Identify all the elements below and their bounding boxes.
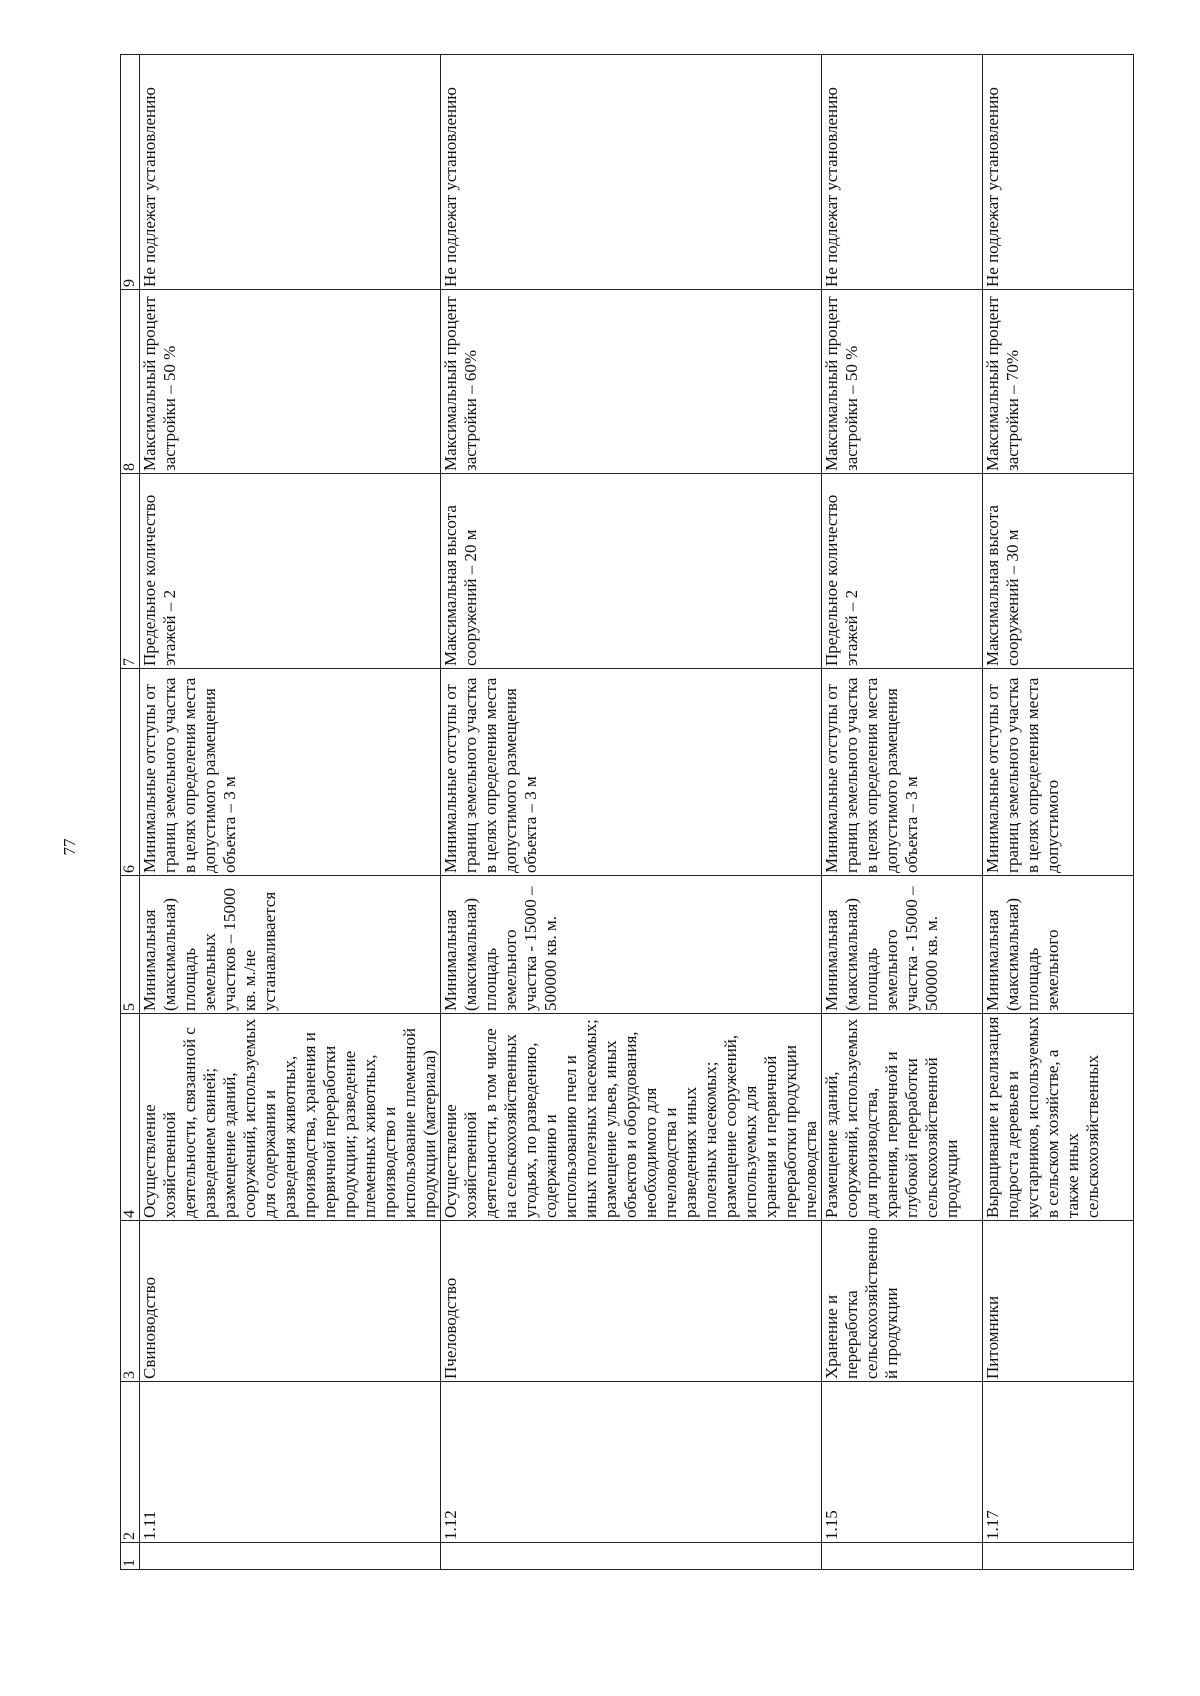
coverage-cell: Максимальный процент застройки – 50 % [140,290,441,474]
column-number: 3 [121,1221,140,1382]
land-use-code-cell: 1.12 [441,1382,822,1543]
row-index-cell [441,1543,822,1570]
table-header-row [121,55,140,1570]
description-cell: Выращивание и реализация подроста деревьев и кустарников, используемых в сельском хозяйстве, а также иных сельскохозяйственных [983,1014,1134,1221]
other-parameters-cell: Не подлежат установлению [983,55,1134,290]
land-use-name-cell: Пчеловодство [441,1221,822,1382]
setbacks-cell: Минимальные отступы от границ земельного участка в целях определения места допустимого размещения объекта – 3 м [140,669,441,876]
other-parameters-cell: Не подлежат установлению [822,55,983,290]
height-limit-cell: Предельное количество этажей – 2 [140,474,441,669]
land-use-code-cell: 1.11 [140,1382,441,1543]
rotated-table-sheet [120,55,1102,1570]
column-number: 8 [121,290,140,474]
height-limit-cell: Максимальная высота сооружений – 30 м [983,474,1134,669]
plot-area-cell: Минимальная (максимальная) площадь земельного участка - 15000 – 500000 кв. м. [441,876,822,1014]
land-use-name-cell: Питомники [983,1221,1134,1382]
height-limit-cell: Максимальная высота сооружений – 20 м [441,474,822,669]
plot-area-cell: Минимальная (максимальная) площадь земельного участка - 15000 – 500000 кв. м. [822,876,983,1014]
table-row [822,55,983,1570]
coverage-cell: Максимальный процент застройки – 70% [983,290,1134,474]
plot-area-cell: Минимальная (максимальная) площадь земельного [983,876,1134,1014]
table-row [983,55,1134,1570]
column-number: 4 [121,1014,140,1221]
column-number: 9 [121,55,140,290]
other-parameters-cell: Не подлежат установлению [441,55,822,290]
description-cell: Осуществление хозяйственной деятельности, связанной с разведением свиней; размещение зданий, сооружений, используемых для содержания и разведения животных, производства, хранения и первичной переработки продукции; разведение племенных животных, производство и использование племенной продукции (материала) [140,1014,441,1221]
other-parameters-cell: Не подлежат установлению [140,55,441,290]
land-use-name-cell: Свиноводство [140,1221,441,1382]
zoning-regulations-table [120,54,1134,1570]
column-number: 7 [121,474,140,669]
setbacks-cell: Минимальные отступы от границ земельного участка в целях определения места допустимого размещения объекта – 3 м [441,669,822,876]
setbacks-cell: Минимальные отступы от границ земельного участка в целях определения места допустимого [983,669,1134,876]
column-number: 1 [121,1543,140,1570]
table-row [140,55,441,1570]
land-use-code-cell: 1.17 [983,1382,1134,1543]
height-limit-cell: Предельное количество этажей – 2 [822,474,983,669]
plot-area-cell: Минимальная (максимальная) площадь земельных участков – 15000 кв. м./не устанавливается [140,876,441,1014]
page-number: 77 [60,838,79,856]
description-cell: Размещение зданий, сооружений, используемых для производства, хранения, первичной и глубокой переработки сельскохозяйственной продукции [822,1014,983,1221]
row-index-cell [983,1543,1134,1570]
table-row [441,55,822,1570]
column-number: 6 [121,669,140,876]
row-index-cell [140,1543,441,1570]
land-use-name-cell: Хранение и переработка сельскохозяйственной продукции [822,1221,983,1382]
row-index-cell [822,1543,983,1570]
setbacks-cell: Минимальные отступы от границ земельного участка в целях определения места допустимого размещения объекта – 3 м [822,669,983,876]
coverage-cell: Максимальный процент застройки – 60% [441,290,822,474]
coverage-cell: Максимальный процент застройки – 50 % [822,290,983,474]
land-use-code-cell: 1.15 [822,1382,983,1543]
column-number: 2 [121,1382,140,1543]
description-cell: Осуществление хозяйственной деятельности, в том числе на сельскохозяйственных угодьях, по разведению, содержанию и использованию пчел и иных полезных насекомых; размещение ульев, иных объектов и оборудования, необходимого для пчеловодства и разведениях иных полезных насекомых; размещение сооружений, используемых для хранения и первичной переработки продукции пчеловодства [441,1014,822,1221]
column-number: 5 [121,876,140,1014]
